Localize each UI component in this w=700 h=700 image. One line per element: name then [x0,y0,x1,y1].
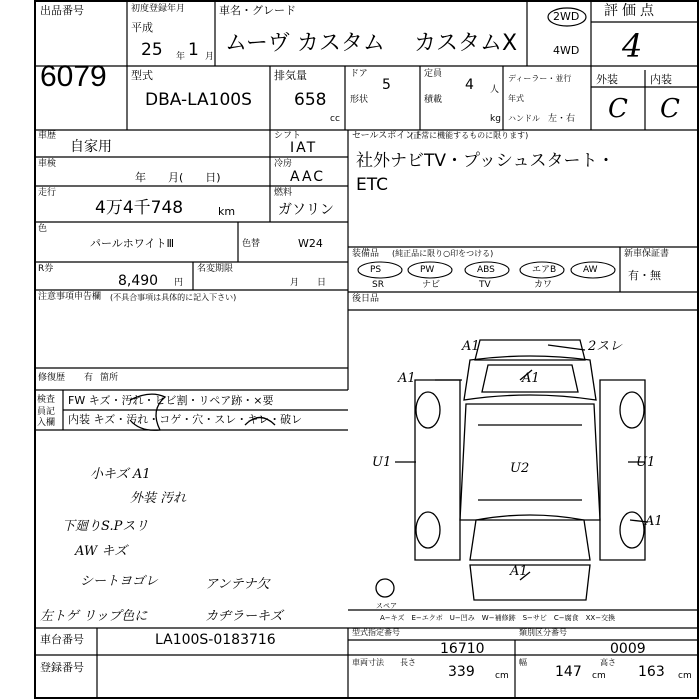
grade: カスタムX [414,31,518,56]
chassis-no-value: LA100S-0183716 [155,632,276,648]
cc-unit: cc [330,114,340,124]
handwritten-note: アンテナ欠 [205,577,270,592]
width-unit: cm [592,671,606,681]
r-ken-label: R券 [38,264,54,274]
doors-label: ドア [350,69,368,79]
drive-2wd: 2WD [553,10,580,23]
model-year-label: 年式 [508,94,524,103]
r-ken-value: 8,490 [118,273,159,289]
score-value: 4 [622,27,643,65]
equipment-item: PS [370,265,382,275]
diagram-mark: A1 [462,339,480,354]
name-grade-label: 車名・グレード [219,4,296,17]
exterior-label: 外装 [596,73,618,86]
handle-label: ハンドル [508,114,540,123]
capacity-value: 4 [465,77,474,93]
car-name: ムーヴ カスタム [225,31,385,56]
year-unit: 年 [176,52,186,62]
displacement-value: 658 [294,90,327,110]
tax-expiry-format: 月 日 [290,278,327,288]
yen-unit: 円 [174,278,184,288]
height-value: 163 [638,664,665,680]
new-warranty-label: 新車保証書 [624,249,670,259]
diagram-mark: U1 [636,455,656,470]
exterior-grade: C [608,94,628,124]
notice-label: 注意事項申告欄 [38,292,102,302]
capacity-label: 定員 [424,69,443,79]
dealer-label: ディーラー・並行 [508,74,572,83]
model-value: DBA-LA100S [145,90,252,110]
color-change-label: 色替 [242,239,261,249]
inspection-format: 年 月( 日) [135,171,221,184]
interior-label: 内装 [650,73,672,86]
equipment-item-sub: TV [479,280,491,290]
equipment-item: エアB [532,265,557,275]
repair-history-label: 修復歴 [38,373,66,383]
tax-expiry-label: 名変期限 [197,264,234,274]
diagram-mark: A1 [522,371,540,386]
length-label: 長さ [400,658,416,667]
fuel-value: ガソリン [278,202,334,218]
handwritten-note: AW キズ [75,544,128,559]
equipment-item-sub: ナビ [422,280,441,290]
inspection-label: 車検 [38,159,57,169]
equipment-label: 装備品 [352,249,380,259]
type-designation-label: 型式指定番号 [352,628,400,637]
equipment-item-sub: SR [372,280,384,290]
category-no-label: 類別区分番号 [519,628,567,637]
type-designation-value: 16710 [440,641,485,657]
score-label: 評価点 [604,3,658,19]
diagram-mark: U1 [372,455,392,470]
month-unit: 月 [205,52,215,62]
shift-label: シフト [274,131,302,141]
equipment-item: PW [420,265,435,275]
equipment-item: ABS [477,265,495,275]
load-label: 積載 [424,95,443,105]
equipment-note: (純正品に限り○印をつける) [392,249,494,258]
fuel-label: 燃料 [274,188,293,198]
damage-legend: A−キズ E−エクボ U−凹み W−補修跡 S−サビ C−腐食 XX−交換 [380,614,616,622]
color-code: W24 [298,237,323,250]
handwritten-note: 外装 汚れ [130,491,187,506]
history-label: 車歴 [38,131,57,141]
equipment-item: AW [583,265,598,275]
length-value: 339 [448,664,475,680]
color-label: 色 [38,224,48,234]
diagram-mark: A1 [398,371,416,386]
sales-point-note: (正常に機能するものに限ります) [410,131,529,140]
reg-year: 25 [141,40,163,60]
reg-no-label: 登録番号 [40,661,84,674]
handle-lr: 左・右 [548,114,576,124]
diagram-mark: 2スレ [588,339,623,354]
reg-month: 1 [188,40,199,60]
inspector-row-fw: FW キズ・汚れ・ヒビ割・リペア跡・×要 [68,394,274,407]
mileage-label: 走行 [38,188,57,198]
km-unit: km [218,205,236,218]
category-no-value: 0009 [610,641,646,657]
width-label: 幅 [519,658,527,667]
diagram-mark: A1 [510,564,528,579]
height-unit: cm [678,671,692,681]
diagram-mark: A1 [645,514,663,529]
new-warranty-value: 有・無 [628,269,661,282]
sales-point-value: 社外ナビTV・プッシュスタート・ ETC [356,151,615,195]
handwritten-note: 下廻りS.Pスリ [62,519,149,534]
equipment-item-sub: カワ [534,280,553,290]
inspector-row-interior: 内装 キズ・汚れ・コゲ・穴・スレ・キレ・破レ [68,413,303,426]
drive-4wd: 4WD [553,44,580,57]
inspector-label: 検査員記入欄 [37,395,56,429]
capacity-unit: 人 [490,85,500,95]
kg-unit: kg [490,114,501,124]
diagram-mark: U2 [510,461,530,476]
spare-label: スペア [376,602,397,610]
interior-grade: C [660,94,680,124]
handwritten-note: シートヨゴレ [80,574,159,589]
model-label: 型式 [131,69,153,82]
length-unit: cm [495,671,509,681]
cooler-value: AAC [290,169,326,185]
height-label: 高さ [600,658,616,667]
dimensions-label: 車両寸法 [352,658,384,667]
lot-no-value: 6079 [40,60,107,93]
sales-point-label: セールスポイント [352,131,424,141]
handwritten-note: 小キズ A1 [90,467,151,482]
shape-label: 形状 [350,95,369,105]
handwritten-note: 左トゲ リップ色に [40,609,148,624]
color-value: パールホワイトⅢ [90,237,175,250]
mileage-value: 4万4千748 [95,198,184,218]
first-reg-label: 初度登録年月 [131,4,186,14]
repair-history-unit: 箇所 [100,373,119,383]
history-value: 自家用 [70,139,112,155]
era-label: 平成 [131,21,153,34]
shift-value: IAT [290,140,318,156]
post-notice-label: 後日品 [352,294,380,304]
lot-no-label: 出品番号 [40,4,84,17]
cooler-label: 冷房 [274,159,293,169]
repair-history-value: 有 [84,373,94,383]
width-value: 147 [555,664,582,680]
doors-value: 5 [382,77,391,93]
notice-sub: (不具合事項は具体的に記入下さい) [110,293,237,302]
handwritten-note: カヂラーキズ [205,609,283,624]
chassis-no-label: 車台番号 [40,633,84,646]
displacement-label: 排気量 [274,69,307,82]
